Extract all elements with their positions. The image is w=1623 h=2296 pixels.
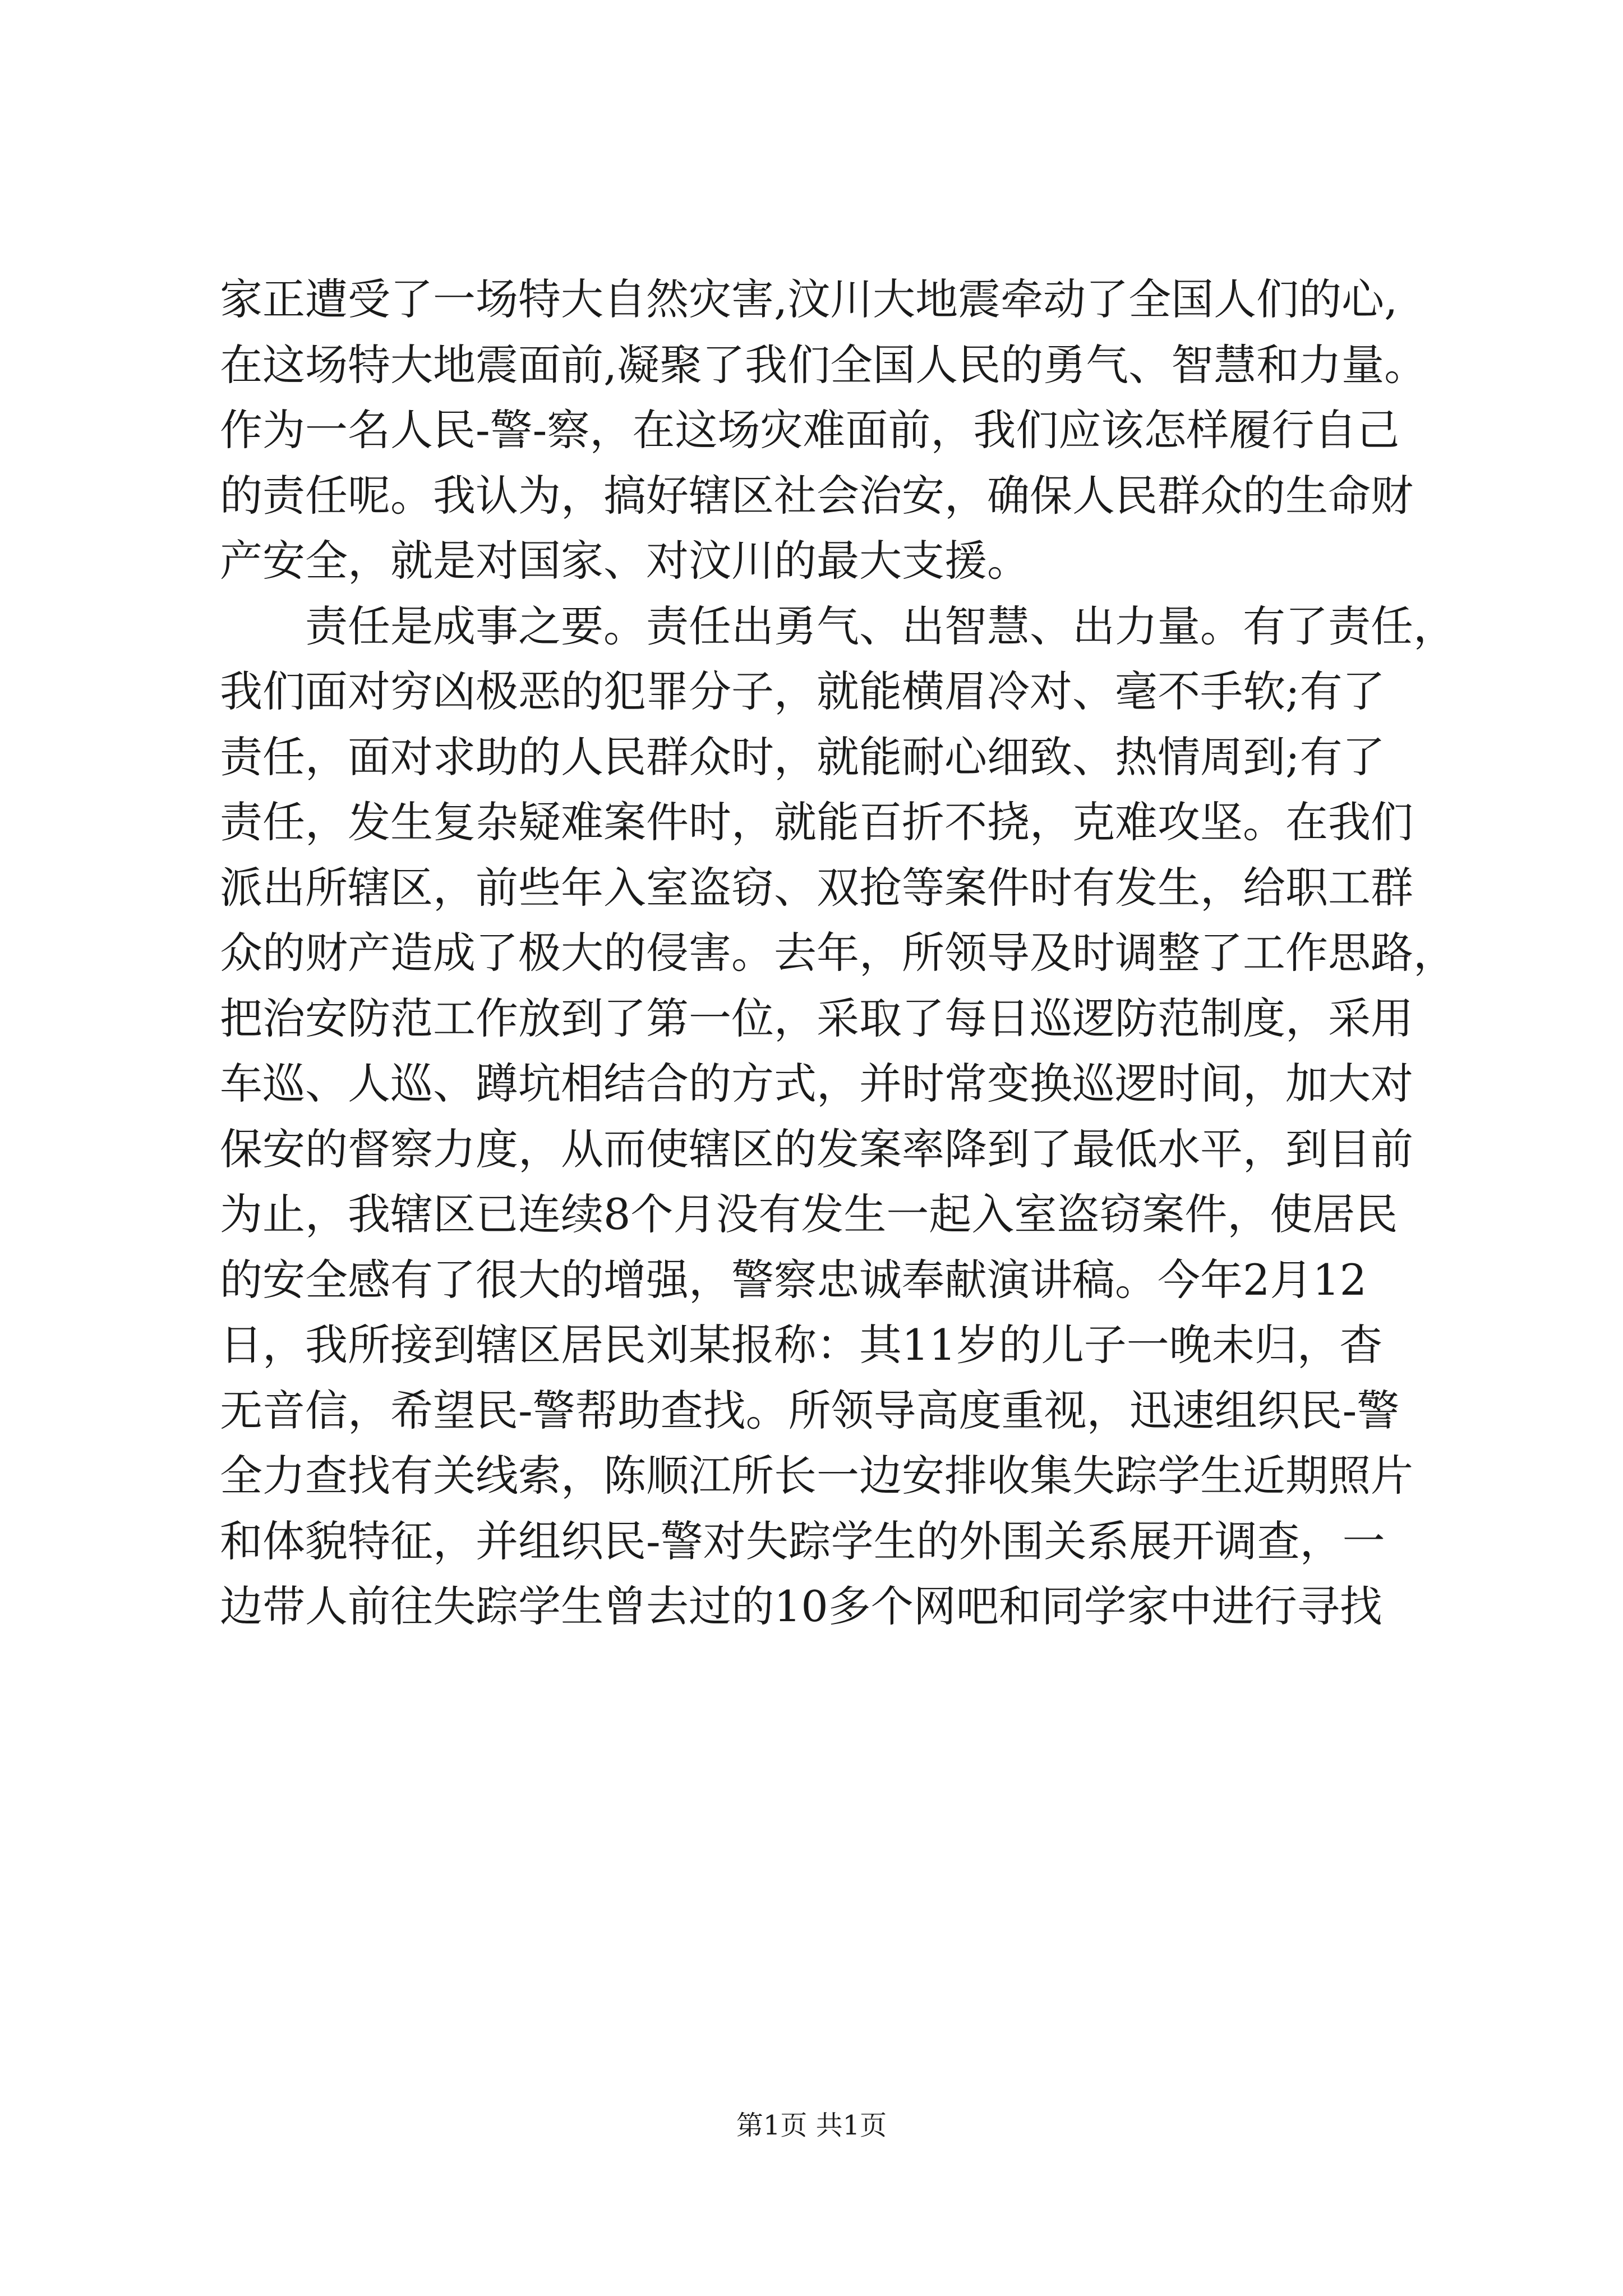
text-line: 和体貌特征，并组织民-警对失踪学生的外围关系展开调查，一 <box>220 1516 1385 1566</box>
text-line: 我们面对穷凶极恶的犯罪分子，就能横眉冷对、毫不手软;有了 <box>220 666 1385 716</box>
text-line: 边带人前往失踪学生曾去过的10多个网吧和同学家中进行寻找 <box>220 1581 1382 1631</box>
text-line: 为止，我辖区已连续8个月没有发生一起入室盗窃案件，使居民 <box>220 1189 1398 1239</box>
text-line: 责任，面对求助的人民群众时，就能耐心细致、热情周到;有了 <box>220 731 1385 782</box>
text-line: 的安全感有了很大的增强，警察忠诚奉献演讲稿。今年2月12 <box>220 1254 1367 1305</box>
text-line: 把治安防范工作放到了第一位，采取了每日巡逻防范制度，采用 <box>220 993 1413 1043</box>
text-line: 责任，发生复杂疑难案件时，就能百折不挠，克难攻坚。在我们 <box>220 797 1413 847</box>
text-line: 众的财产造成了极大的侵害。去年，所领导及时调整了工作思路， <box>220 928 1456 978</box>
text-line: 在这场特大地震面前,凝聚了我们全国人民的勇气、智慧和力量。 <box>220 339 1427 390</box>
text-line: 派出所辖区，前些年入室盗窃、双抢等案件时有发生，给职工群 <box>220 862 1413 913</box>
text-line: 全力查找有关线索，陈顺江所长一边安排收集失踪学生近期照片 <box>220 1451 1413 1501</box>
text-line: 保安的督察力度，从而使辖区的发案率降到了最低水平，到目前 <box>220 1124 1413 1174</box>
text-line: 的责任呢。我认为，搞好辖区社会治安，确保人民群众的生命财 <box>220 470 1413 521</box>
page-footer: 第1页 共1页 <box>736 2110 887 2141</box>
text-line: 车巡、人巡、蹲坑相结合的方式，并时常变换巡逻时间，加大对 <box>220 1059 1413 1108</box>
text-line: 日，我所接到辖区居民刘某报称：其11岁的儿子一晚未归，杳 <box>220 1320 1382 1370</box>
text-line: 作为一名人民-警-察，在这场灾难面前，我们应该怎样履行自己 <box>220 405 1400 455</box>
text-line: 无音信，希望民-警帮助查找。所领导高度重视，迅速组织民-警 <box>220 1385 1400 1435</box>
document-body <box>220 267 1487 1640</box>
paragraph-first-line: 责任是成事之要。责任出勇气、出智慧、出力量。有了责任， <box>305 601 1456 651</box>
text-line: 产安全，就是对国家、对汶川的最大支援。 <box>220 536 1030 586</box>
text-line: 家正遭受了一场特大自然灾害,汶川大地震牵动了全国人们的心, <box>220 274 1398 324</box>
